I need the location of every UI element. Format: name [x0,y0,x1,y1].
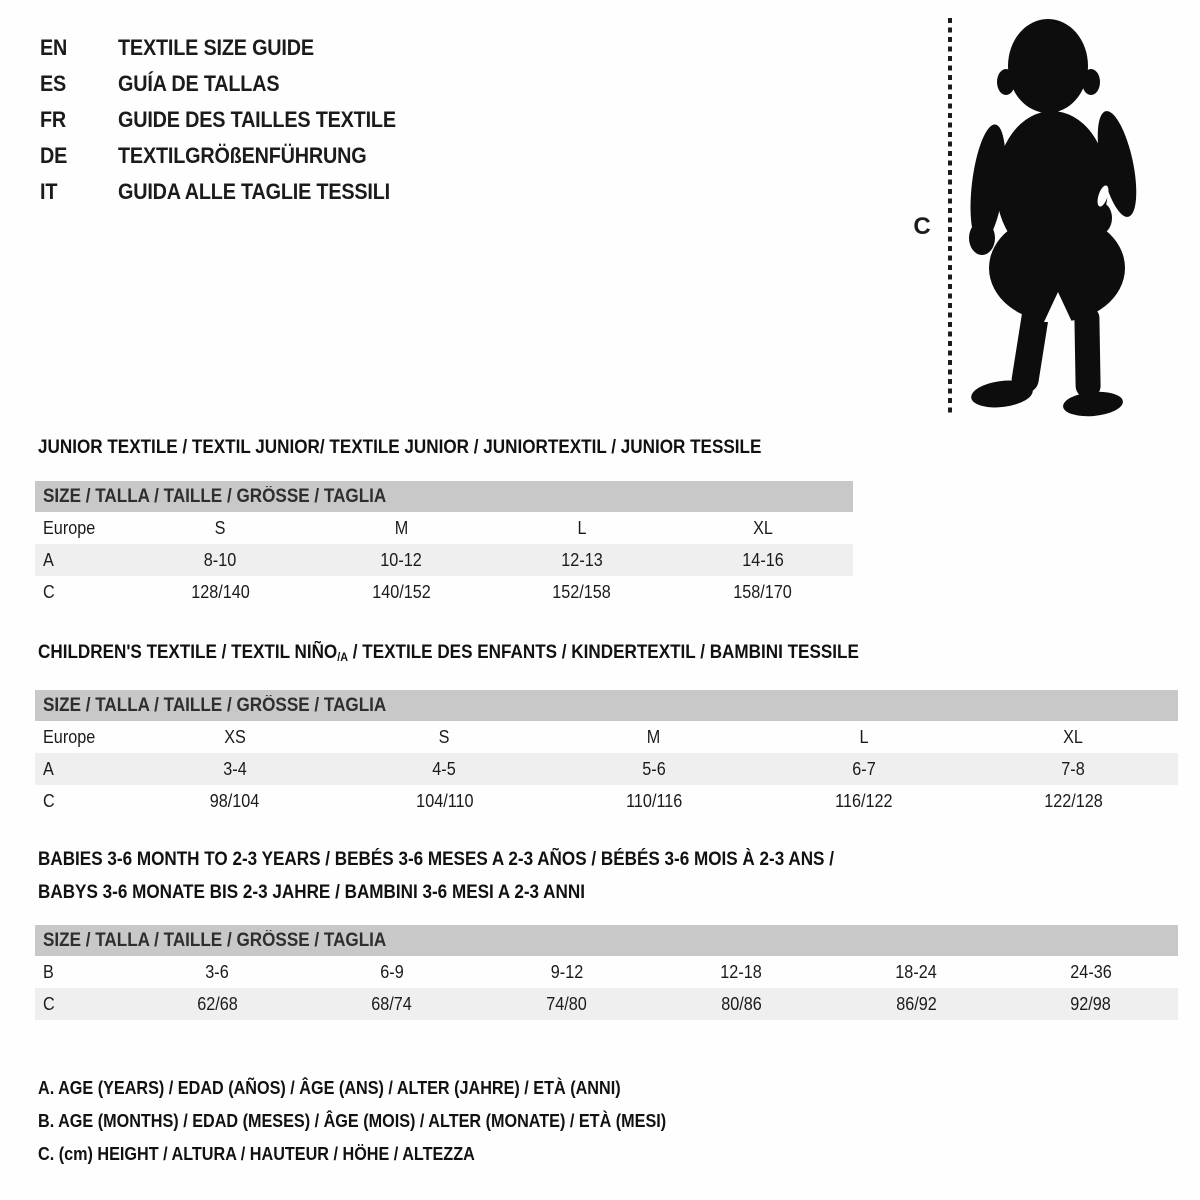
table-cell: 68/74 [371,993,413,1014]
row-label: A [43,549,54,570]
row-label: A [43,758,54,779]
table-cell: 7-8 [1061,758,1085,779]
legend-line: A. AGE (YEARS) / EDAD (AÑOS) / ÂGE (ANS) / ALTER (JAHRE) / ETÀ (ANNI) [38,1078,621,1098]
table-cell: 3-4 [223,758,247,779]
table-cell: XL [752,517,773,538]
table-cell: M [394,517,408,538]
table-cell: 158/170 [733,581,792,602]
size-header-label: SIZE / TALLA / TAILLE / GRÖSSE / TAGLIA [43,485,387,507]
table-row [35,721,1178,753]
height-measure-line [946,14,954,418]
table-cell: 8-10 [204,549,237,570]
table-cell: XL [1063,726,1084,747]
table-cell: 6-7 [851,758,876,779]
language-title: GUIDA ALLE TAGLIE TESSILI [118,179,390,204]
table-cell: 10-12 [380,549,422,570]
size-header-label: SIZE / TALLA / TAILLE / GRÖSSE / TAGLIA [43,929,387,951]
measure-label-c: C [913,213,931,240]
table-cell: 86/92 [895,993,937,1014]
table-cell: 12-18 [720,961,763,982]
language-title: GUÍA DE TALLAS [118,71,280,96]
row-label: C [43,581,55,602]
babies-size-table [35,925,1178,1020]
table-cell: 62/68 [197,993,238,1014]
children-heading-text: CHILDREN'S TEXTILE / TEXTIL NIÑO/A / TEXTILE DES ENFANTS / KINDERTEXTIL / BAMBINI TESSILE [38,642,859,664]
table-cell: S [438,726,450,747]
table-cell: S [214,517,226,538]
language-code: DE [40,143,68,168]
table-cell: 6-9 [380,961,404,982]
language-title: GUIDE DES TAILLES TEXTILE [118,107,396,132]
language-row [40,30,427,66]
table-cell: 80/86 [721,993,762,1014]
children-size-table [35,690,1178,817]
table-cell: L [859,726,869,747]
table-cell: 9-12 [550,961,583,982]
size-header-label: SIZE / TALLA / TAILLE / GRÖSSE / TAGLIA [43,694,387,716]
measurement-legend [38,1072,736,1171]
row-label: Europe [43,517,96,538]
toddler-silhouette-icon [960,16,1140,420]
table-cell: 116/122 [834,790,893,811]
language-row [40,138,427,174]
table-cell: 122/128 [1043,790,1103,811]
table-cell: 5-6 [642,758,666,779]
table-cell: 104/110 [415,790,474,811]
children-section-heading [38,642,950,664]
language-code: ES [40,71,67,96]
language-list [40,30,427,210]
table-cell: 24-36 [1069,961,1112,982]
table-cell: XS [223,726,246,747]
legend-line: C. (cm) HEIGHT / ALTURA / HAUTEUR / HÖHE / ALTEZZA [38,1144,475,1164]
language-title: TEXTILE SIZE GUIDE [118,35,314,60]
table-row [35,988,1178,1020]
row-label: C [43,790,55,811]
table-row [35,956,1178,988]
table-cell: 92/98 [1070,993,1111,1014]
junior-section-heading [38,437,842,459]
legend-line: B. AGE (MONTHS) / EDAD (MESES) / ÂGE (MOIS) / ALTER (MONATE) / ETÀ (MESI) [38,1111,667,1131]
table-cell: 14-16 [741,549,784,570]
table-row [35,544,853,576]
table-cell: 140/152 [371,581,431,602]
size-header-bar [35,925,1178,956]
language-row [40,66,427,102]
table-cell: 152/158 [552,581,612,602]
table-row [35,753,1178,785]
table-cell: 110/116 [625,790,683,811]
language-row [40,174,427,210]
language-code: FR [40,107,67,132]
table-cell: 18-24 [895,961,937,982]
table-row [35,512,853,544]
table-row [35,576,853,608]
table-cell: 128/140 [191,581,250,602]
table-cell: 12-13 [561,549,603,570]
row-label: Europe [43,726,96,747]
language-row [40,102,427,138]
babies-heading-line1: BABIES 3-6 MONTH TO 2-3 YEARS / BEBÉS 3-6 MESES A 2-3 AÑOS / BÉBÉS 3-6 MOIS À 2-3 ANS / [38,849,834,870]
row-label: B [43,961,54,982]
babies-section-heading [38,843,922,909]
table-cell: L [577,517,587,538]
table-row [35,785,1178,817]
row-label: C [43,993,55,1014]
language-title: TEXTILGRÖßENFÜHRUNG [118,143,367,168]
table-cell: M [647,726,661,747]
junior-heading-text: JUNIOR TEXTILE / TEXTIL JUNIOR/ TEXTILE JUNIOR / JUNIORTEXTIL / JUNIOR TESSILE [38,437,762,458]
table-cell: 74/80 [546,993,587,1014]
babies-heading-line2: BABYS 3-6 MONATE BIS 2-3 JAHRE / BAMBINI 3-6 MESI A 2-3 ANNI [38,882,585,903]
language-code: IT [40,179,58,204]
size-header-bar [35,481,853,512]
size-header-bar [35,690,1178,721]
language-code: EN [40,35,68,60]
table-cell: 3-6 [205,961,230,982]
junior-size-table [35,481,853,608]
table-cell: 98/104 [210,790,260,811]
table-cell: 4-5 [432,758,457,779]
